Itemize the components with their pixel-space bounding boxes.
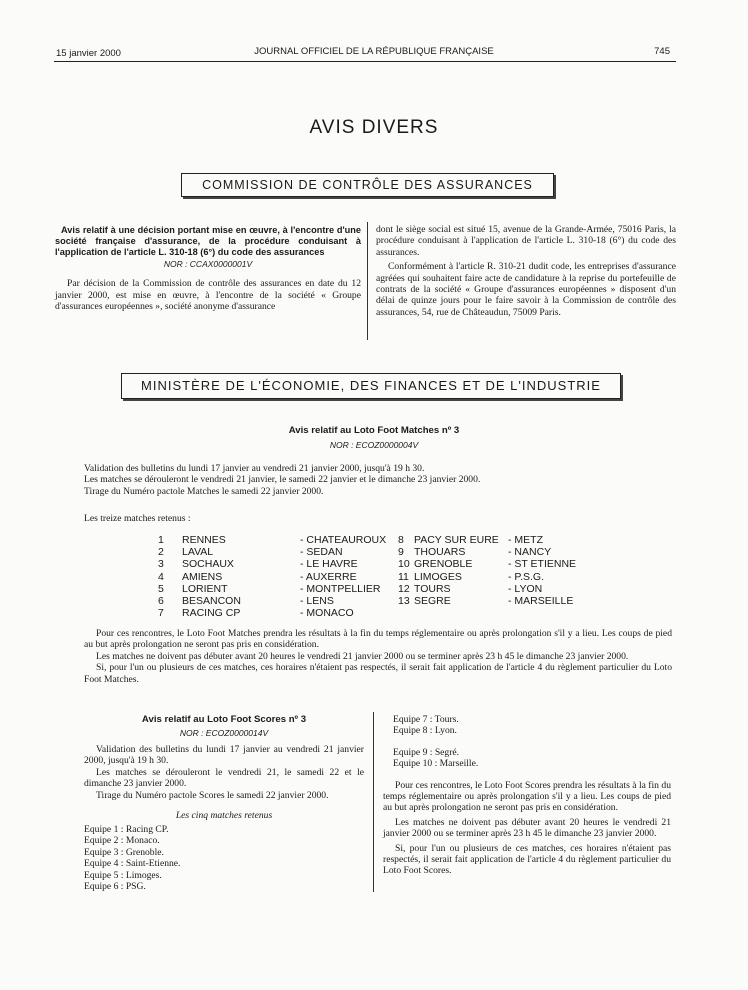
equipe-item: Equipe 8 : Lyon. xyxy=(393,725,457,737)
match-home-team: BESANCON xyxy=(182,594,241,607)
match-number: 8 xyxy=(398,534,404,546)
match-away-team: - METZ xyxy=(508,534,543,546)
intro-line-3: Tirage du Numéro pactole Matches le samedi 22 janvier 2000. xyxy=(84,485,324,497)
header-rule xyxy=(54,61,676,62)
match-away-team: - AUXERRE xyxy=(300,570,357,583)
match-number: 1 xyxy=(158,534,164,546)
loto-scores-left-column xyxy=(84,714,364,892)
scores-intro-1: Validation des bulletins du lundi 17 janvier au vendredi 21 janvier 2000, jusqu'à 19 h 30. xyxy=(84,744,364,767)
loto-matches-outro xyxy=(84,628,672,685)
nor-commission: NOR : CCAX0000001V xyxy=(163,259,253,270)
match-home-team: TOURS xyxy=(414,582,451,595)
match-number: 2 xyxy=(158,546,164,559)
paragraph-commission-2: dont le siège social est situé 15, avenue de la Grande-Armée, 75016 Paris, la procédure conduisant à l'application de l'article L. 310-18 (6°) du code des assurances. xyxy=(376,224,676,258)
match-number: 3 xyxy=(158,558,164,571)
loto-scores-outro xyxy=(383,780,671,877)
match-row xyxy=(158,595,398,607)
header-journal-title: JOURNAL OFFICIEL DE LA RÉPUBLIQUE FRANÇAISE xyxy=(254,46,494,57)
equipes-list-right-b xyxy=(383,747,671,770)
avis-title-loto-scores: Avis relatif au Loto Foot Scores nº 3 xyxy=(141,714,307,725)
equipes-list-right-a xyxy=(383,714,671,737)
avis-title-commission: Avis relatif à une décision portant mise en œuvre, à l'encontre d'une société française d'assurance, de la procédure conduisant à l'application de l'article L. 310-18 (6°) du code des assurances xyxy=(55,225,361,257)
paragraph-commission-3: Conformément à l'article R. 310-21 dudit code, les entreprises d'assurance agréées qui souhaitent faire acte de candidature à la reprise du portefeuille de contrats de la société « Groupe d'assurances européennes » disposent d'un délai de quinze jours pour le faire savoir à la Commission de contrôle des assurances, 54, rue de Châteaudun, 75009 Paris. xyxy=(376,261,676,318)
intro-line-2: Les matches se dérouleront le vendredi 21 janvier, le samedi 22 janvier et le dimanche 23 janvier 2000. xyxy=(84,474,481,486)
equipe-item: Equipe 2 : Monaco. xyxy=(84,835,160,847)
section-box-commission xyxy=(181,173,554,197)
match-away-team: - MONACO xyxy=(300,607,354,620)
match-away-team: - MONTPELLIER xyxy=(300,582,381,595)
loto-matches-intro xyxy=(84,463,676,497)
match-number: 5 xyxy=(158,582,164,595)
column-divider xyxy=(367,222,368,340)
page-title: AVIS DIVERS xyxy=(309,117,439,138)
outro-paragraph-3: Si, pour l'un ou plusieurs de ces matches, ces horaires n'étaient pas respectés, il serait fait application de l'article 4 du règlement particulier du Loto Foot Matches. xyxy=(84,662,672,685)
match-away-team: - LYON xyxy=(508,582,543,595)
match-row xyxy=(158,571,398,583)
match-home-team: SOCHAUX xyxy=(182,558,234,571)
match-number: 10 xyxy=(398,558,410,571)
scores-intro-2: Les matches se dérouleront le vendredi 21, le samedi 22 et le dimanche 23 janvier 2000. xyxy=(84,766,364,790)
match-away-team: - LENS xyxy=(300,594,334,607)
match-row xyxy=(158,546,398,558)
match-away-team: - SEDAN xyxy=(300,546,343,559)
match-number: 7 xyxy=(158,607,164,620)
match-home-team: RENNES xyxy=(182,534,226,546)
section-box-ministere xyxy=(121,373,621,399)
equipe-item: Equipe 9 : Segré. xyxy=(393,746,460,758)
equipe-item: Equipe 10 : Marseille. xyxy=(393,758,479,770)
match-row xyxy=(398,595,588,607)
section1-left-column xyxy=(55,225,361,313)
equipe-item: Equipe 4 : Saint-Etienne. xyxy=(84,858,181,870)
section1-right-column xyxy=(376,224,676,318)
paragraph-commission-1: Par décision de la Commission de contrôle des assurances en date du 12 janvier 2000, est mise en œuvre, à l'encontre de la société « Groupe d'assurances européennes », société anonyme d'assurance xyxy=(55,278,361,313)
match-home-team: THOUARS xyxy=(414,546,466,559)
match-row xyxy=(398,546,588,558)
outro-paragraph-1: Pour ces rencontres, le Loto Foot Matches prendra les résultats à la fin du temps réglementaire ou après prolongation s'il y a lieu. Les coups de pied au but après prolongation ne seront pas pris en considération. xyxy=(84,628,672,651)
match-number: 13 xyxy=(398,594,410,607)
match-number: 12 xyxy=(398,582,410,595)
match-home-team: LIMOGES xyxy=(414,570,462,583)
equipe-item: Equipe 6 : PSG. xyxy=(84,881,146,893)
match-home-team: AMIENS xyxy=(182,570,223,583)
match-row xyxy=(158,534,398,546)
match-away-team: - ST ETIENNE xyxy=(508,558,577,571)
nor-loto-scores: NOR : ECOZ0000014V xyxy=(179,728,269,738)
match-row xyxy=(158,607,398,619)
match-number: 9 xyxy=(398,546,404,559)
section-title-ministere: MINISTÈRE DE L'ÉCONOMIE, DES FINANCES ET DE L'INDUSTRIE xyxy=(141,378,601,393)
match-number: 4 xyxy=(158,570,164,583)
nor-loto-matches: NOR : ECOZ0000004V xyxy=(329,440,419,450)
scores-list-label: Les cinq matches retenus xyxy=(175,810,273,822)
equipe-item: Equipe 1 : Racing CP. xyxy=(84,824,169,836)
loto-scores-right-column xyxy=(383,714,671,877)
match-away-team: - NANCY xyxy=(508,546,552,559)
equipe-item: Equipe 3 : Grenoble. xyxy=(84,846,164,858)
match-row xyxy=(158,583,398,595)
scores-outro-3: Si, pour l'un ou plusieurs de ces matches, ces horaires n'étaient pas respectés, il serait fait application de l'article 4 du règlement particulier du Loto Foot Scores. xyxy=(383,842,671,877)
match-number: 11 xyxy=(398,570,409,583)
header-page-number: 745 xyxy=(654,46,670,57)
match-row xyxy=(398,571,588,583)
match-away-team: - CHATEAUROUX xyxy=(300,534,387,546)
match-away-team: - P.S.G. xyxy=(508,570,544,583)
match-row xyxy=(398,583,588,595)
header-date: 15 janvier 2000 xyxy=(56,48,121,59)
avis-title-loto-matches: Avis relatif au Loto Foot Matches nº 3 xyxy=(288,425,460,436)
section-title-commission: COMMISSION DE CONTRÔLE DES ASSURANCES xyxy=(202,178,533,192)
matches-list-right xyxy=(398,534,588,607)
outro-paragraph-2: Les matches ne doivent pas débuter avant 20 heures le vendredi 21 janvier 2000 ou se terminer après 23 h 45 le dimanche 23 janvier 2000. xyxy=(96,650,629,662)
matches-list-left xyxy=(158,534,398,619)
equipe-item: Equipe 7 : Tours. xyxy=(393,714,459,725)
match-home-team: RACING CP xyxy=(182,607,241,620)
intro-line-1: Validation des bulletins du lundi 17 janvier au vendredi 21 janvier 2000, jusqu'à 19 h 30. xyxy=(84,463,425,474)
loto-scores-intro xyxy=(84,744,364,801)
match-home-team: SEGRE xyxy=(414,594,451,607)
match-away-team: - MARSEILLE xyxy=(508,594,574,607)
match-away-team: - LE HAVRE xyxy=(300,558,358,571)
match-number: 6 xyxy=(158,594,164,607)
matches-list-label: Les treize matches retenus : xyxy=(84,513,191,524)
match-home-team: GRENOBLE xyxy=(414,558,473,571)
scores-outro-1: Pour ces rencontres, le Loto Foot Scores prendra les résultats à la fin du temps réglementaire ou après prolongation s'il y a lieu. Les coups de pied au but après prolongation ne seront pas pris en considération. xyxy=(383,779,671,814)
equipes-list-left xyxy=(84,824,364,892)
match-row xyxy=(398,534,588,546)
match-row xyxy=(398,558,588,570)
match-home-team: PACY SUR EURE xyxy=(414,534,499,546)
scores-outro-2: Les matches ne doivent pas débuter avant 20 heures le vendredi 21 janvier 2000 ou se terminer après 23 h 45 le dimanche 23 janvier 2000. xyxy=(383,816,671,840)
equipe-item: Equipe 5 : Limoges. xyxy=(84,869,162,881)
match-home-team: LORIENT xyxy=(182,582,228,595)
scores-intro-3: Tirage du Numéro pactole Scores le samedi 22 janvier 2000. xyxy=(96,789,329,801)
match-home-team: LAVAL xyxy=(182,546,214,559)
column-divider-scores xyxy=(373,712,374,892)
match-row xyxy=(158,558,398,570)
